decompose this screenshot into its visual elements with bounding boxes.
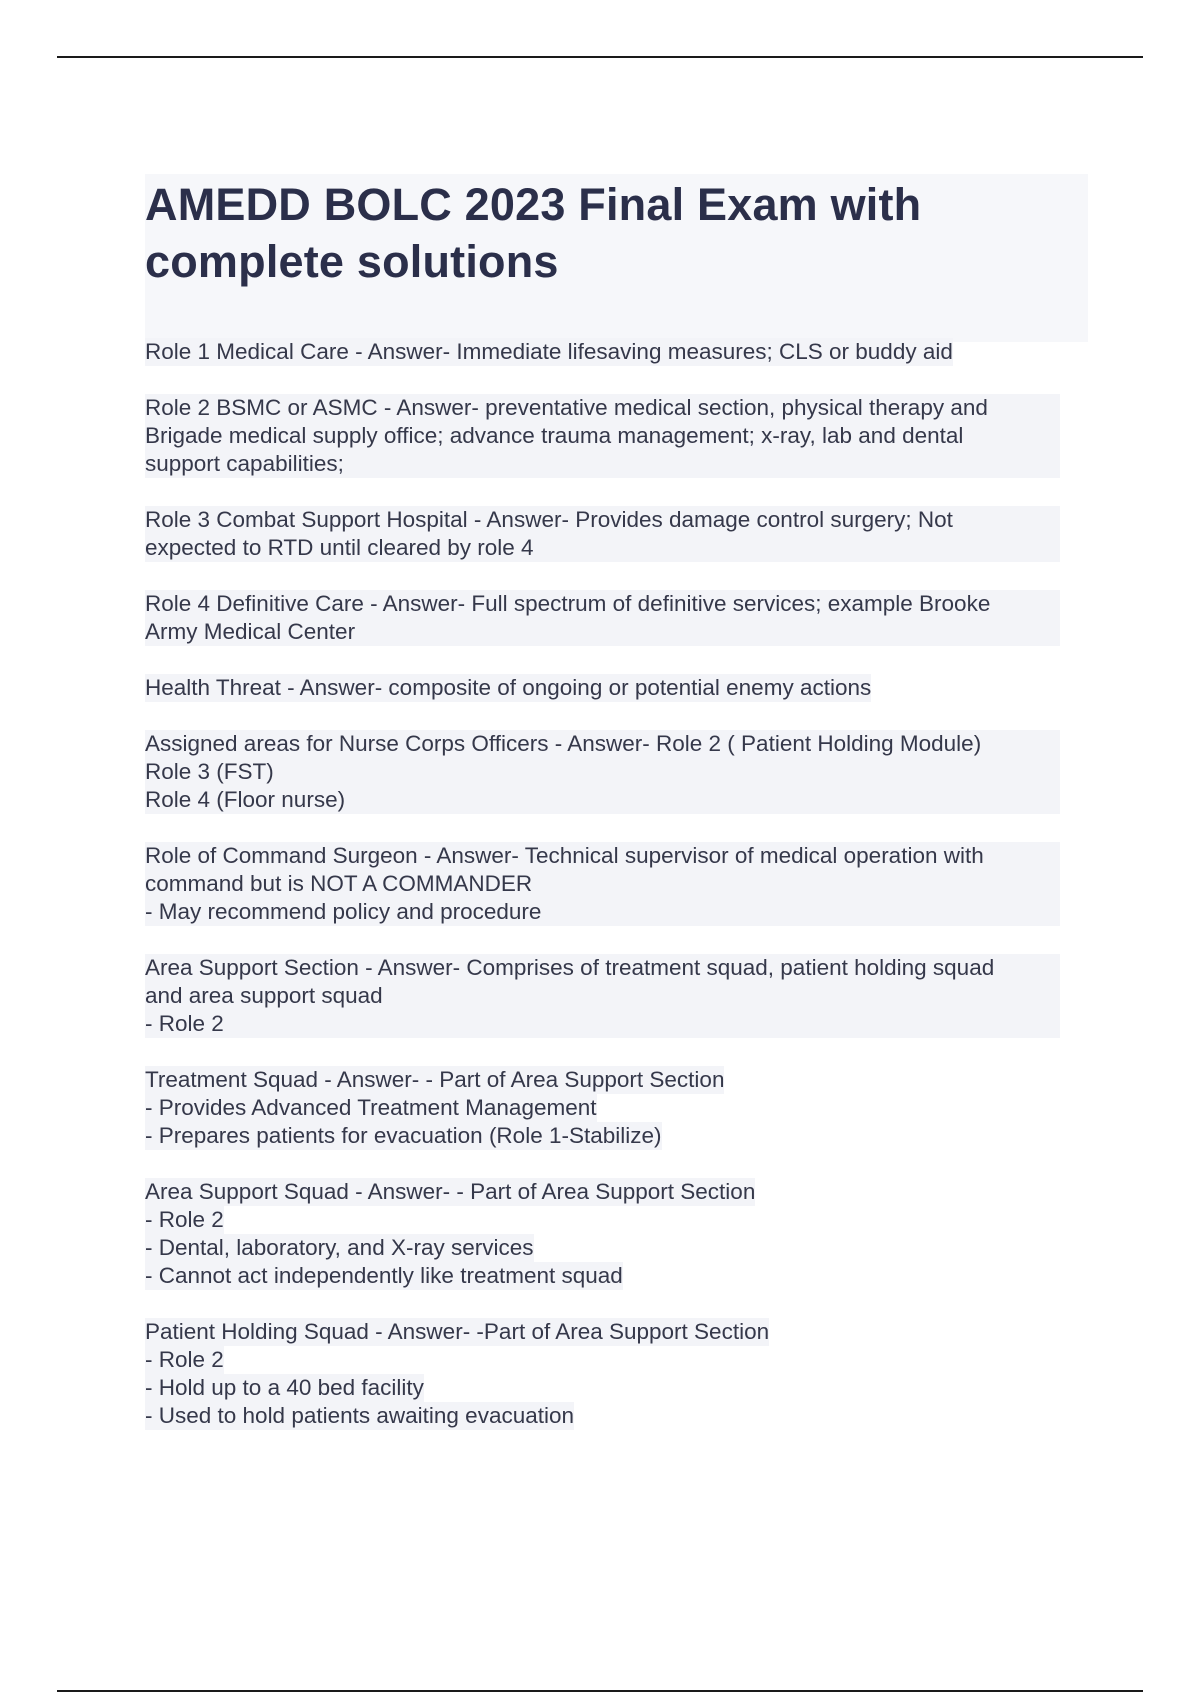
qa-entry [145,954,1095,1038]
qa-line: Role 2 BSMC or ASMC - Answer- preventative medical section, physical therapy and [145,394,1060,422]
qa-entry [145,842,1095,926]
qa-line: Army Medical Center [145,618,1060,646]
qa-entry [145,674,1095,702]
qa-line: Role of Command Surgeon - Answer- Technical supervisor of medical operation with [145,842,1060,870]
qa-line: - Prepares patients for evacuation (Role 1-Stabilize) [145,1123,662,1148]
qa-list [145,338,1095,1458]
qa-line: - Provides Advanced Treatment Management [145,1095,597,1120]
qa-line: Patient Holding Squad - Answer- -Part of Area Support Section [145,1319,770,1344]
qa-line: Role 4 (Floor nurse) [145,786,1060,814]
qa-entry [145,1066,1095,1150]
qa-entry [145,1178,1095,1290]
qa-line: Role 3 Combat Support Hospital - Answer- Provides damage control surgery; Not [145,506,1060,534]
qa-line: - May recommend policy and procedure [145,898,1060,926]
qa-entry [145,1318,1095,1430]
qa-line: - Hold up to a 40 bed facility [145,1375,424,1400]
qa-line: - Role 2 [145,1347,224,1372]
qa-line: - Role 2 [145,1207,224,1232]
qa-line: Role 3 (FST) [145,758,1060,786]
qa-line: expected to RTD until cleared by role 4 [145,534,1060,562]
qa-line: - Dental, laboratory, and X-ray services [145,1235,534,1260]
qa-line: and area support squad [145,982,1060,1010]
qa-line: - Cannot act independently like treatment squad [145,1263,623,1288]
top-rule [57,56,1143,58]
bottom-rule [57,1690,1143,1692]
qa-line: - Used to hold patients awaiting evacuation [145,1403,575,1428]
page-title [145,174,1088,290]
qa-line: Health Threat - Answer- composite of ongoing or potential enemy actions [145,675,872,700]
qa-line: Area Support Squad - Answer- - Part of Area Support Section [145,1179,756,1204]
qa-line: support capabilities; [145,450,1060,478]
qa-line: Treatment Squad - Answer- - Part of Area Support Section [145,1067,725,1092]
qa-line: Role 4 Definitive Care - Answer- Full spectrum of definitive services; example Brooke [145,590,1060,618]
qa-entry [145,506,1095,562]
qa-line: Brigade medical supply office; advance trauma management; x-ray, lab and dental [145,422,1060,450]
qa-line: Assigned areas for Nurse Corps Officers - Answer- Role 2 ( Patient Holding Module) [145,730,1060,758]
qa-entry [145,394,1095,478]
qa-entry [145,730,1095,814]
title-line-2: complete solutions [145,236,559,287]
qa-line: Area Support Section - Answer- Comprises of treatment squad, patient holding squad [145,954,1060,982]
qa-line: command but is NOT A COMMANDER [145,870,1060,898]
qa-entry [145,590,1095,646]
qa-line: Role 1 Medical Care - Answer- Immediate lifesaving measures; CLS or buddy aid [145,339,953,364]
title-block [145,174,1088,342]
title-line-1: AMEDD BOLC 2023 Final Exam with [145,179,922,230]
qa-entry [145,338,1095,366]
qa-line: - Role 2 [145,1010,1060,1038]
